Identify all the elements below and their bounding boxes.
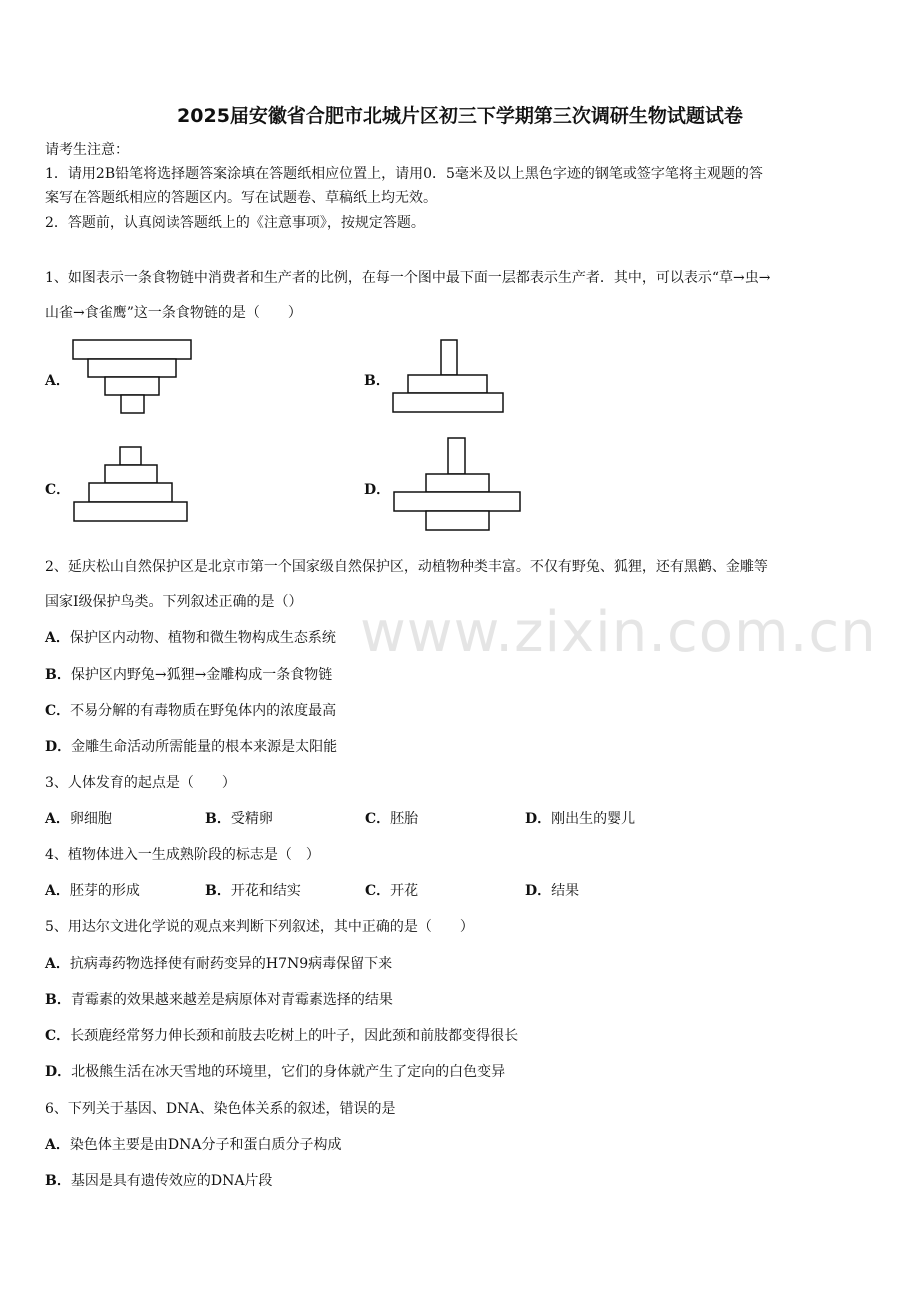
option-b[interactable] (45, 989, 393, 1009)
option-text: 北极熊生活在冰天雪地的环境里，它们的身体就产生了定向的白色变异 (71, 1064, 506, 1080)
option-b[interactable] (45, 1170, 272, 1190)
question-1-text: 1、如图表示一条食物链中消费者和生产者的比例，在每一个图中最下面一层都表示生产者．其中，可以表示“草→虫→ (45, 270, 771, 286)
question-4-text: 4、植物体进入一生成熟阶段的标志是（ ） (45, 847, 320, 863)
option-text: 胚芽的形成 (69, 883, 140, 899)
option-label: C． (45, 1028, 71, 1044)
option-label: A． (45, 1137, 70, 1153)
option-label: A． (45, 956, 70, 972)
option-b[interactable] (45, 664, 332, 684)
option-b[interactable] (205, 808, 273, 828)
option-label: A． (45, 811, 70, 827)
option-c[interactable] (45, 700, 336, 720)
question-2-text: 2、延庆松山自然保护区是北京市第一个国家级自然保护区，动植物种类丰富。不仅有野兔、狐狸，还有黑鹳、金雕等 (45, 559, 768, 575)
pyramid-figure-c (73, 446, 190, 524)
option-a[interactable] (45, 880, 140, 900)
option-text: 保护区内动物、植物和微生物构成生态系统 (69, 630, 336, 646)
notice-item: 1．请用2B铅笔将选择题答案涂填在答题纸相应位置上，请用0．5毫米及以上黑色字迹的钢笔或签字笔将主观题的答 (45, 166, 763, 182)
option-text: 金雕生命活动所需能量的根本来源是太阳能 (71, 739, 338, 755)
option-label: B． (205, 883, 231, 899)
option-text: 基因是具有遗传效应的DNA片段 (70, 1173, 273, 1189)
option-d[interactable] (45, 1061, 505, 1081)
watermark: www.zixin.com.cn (360, 600, 877, 665)
option-text: 染色体主要是由DNA分子和蛋白质分子构成 (69, 1137, 342, 1153)
page-title: 2025届安徽省合肥市北城片区初三下学期第三次调研生物试题试卷 (177, 105, 743, 127)
option-label: D． (45, 1064, 72, 1080)
option-a[interactable] (45, 1134, 341, 1154)
option-label: B． (45, 992, 71, 1008)
notice-item: 2．答题前，认真阅读答题纸上的《注意事项》，按规定答题。 (45, 215, 425, 231)
question-1-text: 山雀→食雀鹰”这一条食物链的是（ ） (45, 305, 302, 321)
option-a[interactable] (45, 953, 392, 973)
option-text: 保护区内野兔→狐狸→金雕构成一条食物链 (70, 667, 333, 683)
option-a[interactable] (45, 627, 336, 647)
option-c[interactable] (365, 808, 418, 828)
option-label: D． (525, 811, 552, 827)
option-text: 长颈鹿经常努力伸长颈和前肢去吃树上的叶子，因此颈和前肢都变得很长 (70, 1028, 519, 1044)
option-text: 刚出生的婴儿 (551, 811, 636, 827)
option-text: 胚胎 (390, 811, 419, 827)
option-label: D． (525, 883, 552, 899)
option-text: 开花 (390, 883, 419, 899)
option-d[interactable] (45, 736, 337, 756)
option-label: B． (45, 667, 71, 683)
option-text: 卵细胞 (69, 811, 112, 827)
question-5-text: 5、用达尔文进化学说的观点来判断下列叙述，其中正确的是（ ） (45, 919, 474, 935)
option-label: C． (365, 811, 391, 827)
option-text: 抗病毒药物选择使有耐药变异的H7N9病毒保留下来 (69, 956, 393, 972)
option-text: 开花和结实 (230, 883, 301, 899)
option-label: B． (45, 1173, 71, 1189)
question-3-text: 3、人体发育的起点是（ ） (45, 775, 236, 791)
option-b-label: B． (364, 373, 390, 389)
option-text: 受精卵 (230, 811, 273, 827)
option-d-label: D． (364, 482, 391, 498)
option-b[interactable] (205, 880, 301, 900)
question-2-text: 国家Ⅰ级保护鸟类。下列叙述正确的是（） (45, 594, 303, 610)
option-c[interactable] (365, 880, 418, 900)
option-a[interactable] (45, 808, 112, 828)
option-c-label: C． (45, 482, 71, 498)
question-6-text: 6、下列关于基因、DNA、染色体关系的叙述，错误的是 (45, 1101, 396, 1117)
option-label: A． (45, 630, 70, 646)
option-c[interactable] (45, 1025, 518, 1045)
option-label: A． (45, 883, 70, 899)
pyramid-figure-b (392, 339, 505, 415)
notice-item: 案写在答题纸相应的答题区内。写在试题卷、草稿纸上均无效。 (45, 190, 437, 206)
option-text: 结果 (551, 883, 580, 899)
option-label: C． (365, 883, 391, 899)
option-text: 不易分解的有毒物质在野兔体内的浓度最高 (70, 703, 337, 719)
option-label: D． (45, 739, 72, 755)
option-text: 青霉素的效果越来越差是病原体对青霉素选择的结果 (70, 992, 393, 1008)
option-d[interactable] (525, 880, 579, 900)
option-label: B． (205, 811, 231, 827)
notice-heading: 请考生注意： (45, 142, 129, 158)
pyramid-figure-d (393, 437, 522, 532)
option-a-label: A． (45, 373, 70, 389)
option-label: C． (45, 703, 71, 719)
option-d[interactable] (525, 808, 635, 828)
pyramid-figure-a (72, 339, 194, 415)
